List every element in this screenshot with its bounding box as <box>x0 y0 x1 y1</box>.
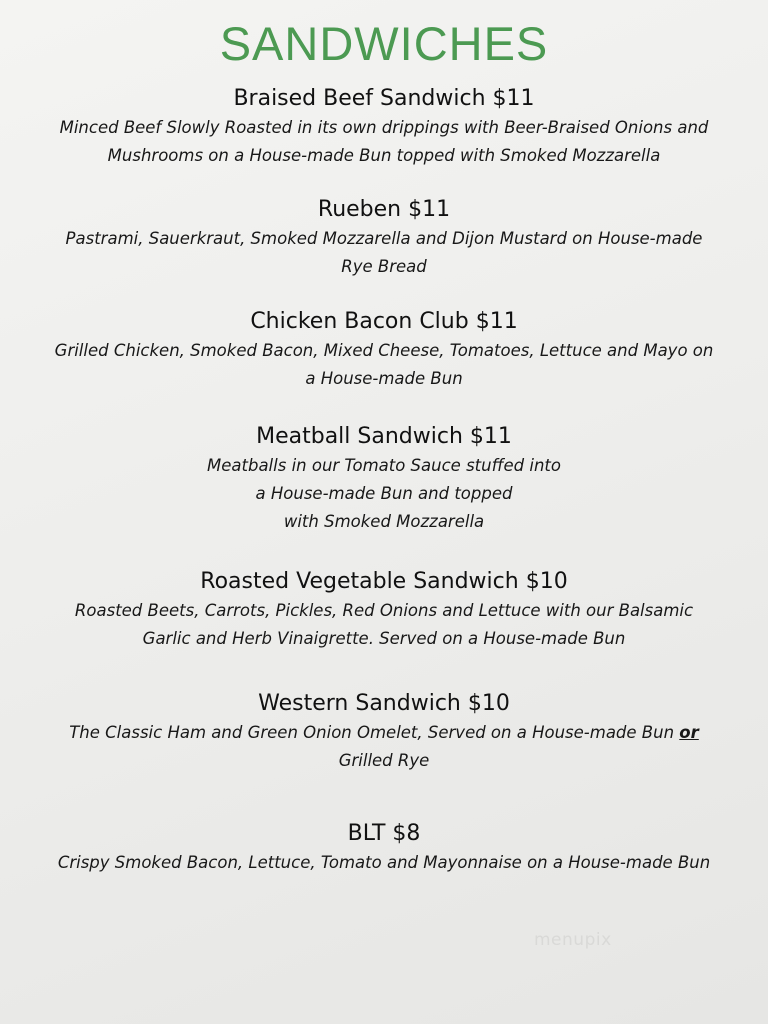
item-name: Rueben $11 <box>317 197 451 222</box>
menu-item-blt <box>0 819 768 877</box>
item-name: Western Sandwich $10 <box>258 691 510 716</box>
description-line: Garlic and Herb Vinaigrette. Served on a House-made Bun <box>142 629 626 648</box>
description-line: Meatballs in our Tomato Sauce stuffed into <box>207 456 561 475</box>
item-description <box>0 719 768 775</box>
description-line: a House-made Bun <box>305 369 463 388</box>
menu-item-braised-beef <box>0 84 768 170</box>
menu-item-western <box>0 689 768 775</box>
menu-item-meatball <box>0 422 768 536</box>
description-line: Roasted Beets, Carrots, Pickles, Red Onions and Lettuce with our Balsamic <box>74 601 694 620</box>
description-line: Grilled Chicken, Smoked Bacon, Mixed Cheese, Tomatoes, Lettuce and Mayo on <box>54 341 714 360</box>
description-line: Crispy Smoked Bacon, Lettuce, Tomato and Mayonnaise on a House-made Bun <box>57 853 711 872</box>
item-description <box>0 452 768 536</box>
description-line <box>0 719 768 747</box>
item-description <box>0 225 768 281</box>
item-description <box>0 114 768 170</box>
description-line: Minced Beef Slowly Roasted in its own drippings with Beer-Braised Onions and <box>59 118 709 137</box>
item-name: Chicken Bacon Club $11 <box>250 309 518 334</box>
description-line: with Smoked Mozzarella <box>283 512 485 531</box>
item-description <box>0 337 768 393</box>
item-name: BLT $8 <box>347 821 421 846</box>
item-name: Roasted Vegetable Sandwich $10 <box>200 569 568 594</box>
item-description <box>0 597 768 653</box>
item-name: Meatball Sandwich $11 <box>256 424 512 449</box>
item-description <box>0 849 768 877</box>
item-name: Braised Beef Sandwich $11 <box>233 86 535 111</box>
watermark: menupix <box>534 930 612 950</box>
description-line: Mushrooms on a House-made Bun topped with Smoked Mozzarella <box>107 146 661 165</box>
description-text: The Classic Ham and Green Onion Omelet, Served on a House-made Bun <box>69 723 680 742</box>
menu-title: SANDWICHES <box>219 17 549 70</box>
or-emphasis: or <box>679 723 699 742</box>
description-line: Pastrami, Sauerkraut, Smoked Mozzarella and Dijon Mustard on House-made <box>65 229 703 248</box>
description-line: Grilled Rye <box>338 751 430 770</box>
menu-item-chicken-bacon-club <box>0 307 768 393</box>
menu-item-rueben <box>0 195 768 281</box>
description-line: a House-made Bun and topped <box>255 484 513 503</box>
menu-item-roasted-vegetable <box>0 567 768 653</box>
description-line: Rye Bread <box>341 257 427 276</box>
